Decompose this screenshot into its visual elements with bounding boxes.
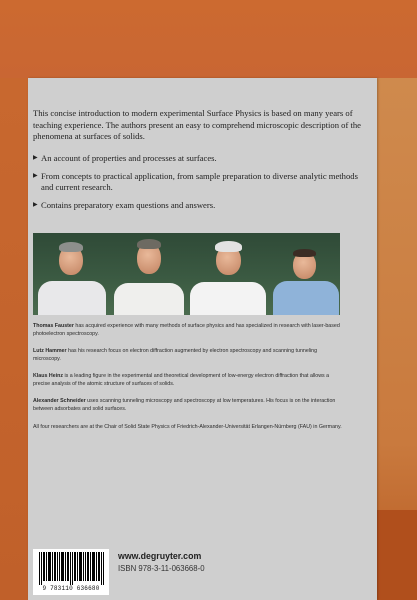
background-top: [0, 0, 417, 78]
author-bio: Thomas Fauster has acquired experience with many methods of surface physics and has specialized in research with laser-based photoelectron spectroscopy.: [33, 323, 340, 337]
author-figure: [188, 233, 268, 315]
closing-note: All four researchers are at the Chair of Solid State Physics of Friedrich-Alexander-Universität Erlangen-Nürnberg (FAU) in Germany.: [33, 424, 342, 430]
author-bio: Alexander Schneider uses scanning tunneling microscopy and spectroscopy at low temperatures. His focus is on the interaction between adsorbates and solid surfaces.: [33, 398, 336, 412]
background-left: [0, 78, 28, 600]
isbn: ISBN 978-3-11-063668-0: [118, 564, 205, 573]
barcode: [33, 549, 109, 595]
barcode-bars: [37, 552, 105, 585]
intro-paragraph: This concise introduction to modern experimental Surface Physics is based on many years of teaching experience. The authors present an easy to comprehend microscopic description of the phenomena at surfaces of solids.: [33, 108, 361, 141]
author-figure: [269, 233, 340, 315]
author-figure: [111, 233, 186, 315]
publisher-url: www.degruyter.com: [118, 551, 202, 561]
background-right-lower: [377, 510, 417, 600]
triangle-bullet-icon: ▶: [33, 155, 38, 161]
author-bio: Klaus Heinz is a leading figure in the experimental and theoretical development of low-energy electron diffraction that allows a precise analysis of the atomic structure of surfaces of solids.: [33, 373, 330, 387]
barcode-number: 9 783110 636680: [42, 585, 100, 592]
author-figure: [35, 233, 110, 315]
feature-item: ▶ An account of properties and processes at surfaces.: [33, 153, 217, 163]
feature-item: ▶ Contains preparatory exam questions and answers.: [33, 199, 216, 210]
feature-list: [33, 153, 363, 217]
triangle-bullet-icon: ▶: [33, 201, 38, 208]
author-bio: Lutz Hammer has his research focus on electron diffraction augmented by electron spectroscopy and scanning tunneling microscopy.: [33, 348, 318, 362]
authors-photo: [33, 233, 340, 315]
triangle-bullet-icon: ▶: [33, 172, 38, 179]
feature-item: ▶ From concepts to practical application, from sample preparation to diverse analytic methods and current research.: [33, 170, 358, 192]
